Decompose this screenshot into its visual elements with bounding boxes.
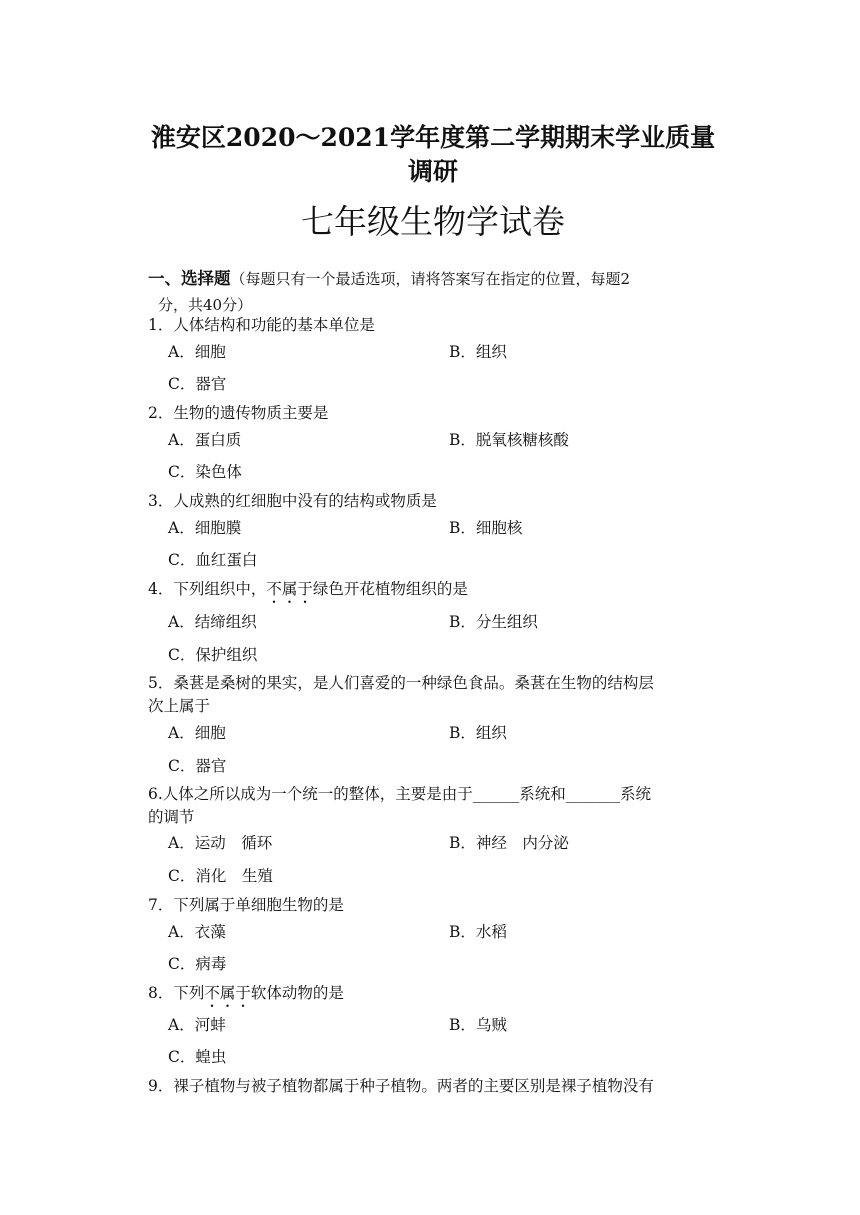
q2-option-b: B．脱氧核糖核酸 (449, 431, 569, 449)
question-2: 2．生物的遗传物质主要是 (148, 404, 329, 422)
section-note: （每题只有一个最适选项，请将答案写在指定的位置，每题2 (230, 270, 631, 288)
q8-option-a: A．河蚌 (168, 1016, 226, 1034)
q4-option-a: A．结缔组织 (168, 613, 257, 631)
q6-option-c: C．消化 生殖 (168, 867, 273, 885)
q8-emphasis: 不属于 (204, 984, 251, 1002)
q3-option-a: A．细胞膜 (168, 519, 242, 537)
q8-option-b: B．乌贼 (449, 1016, 507, 1034)
question-5: 5．桑葚是桑树的果实，是人们喜爱的一种绿色食品。桑葚在生物的结构层 (148, 674, 654, 692)
question-9: 9．裸子植物与被子植物都属于种子植物。两者的主要区别是裸子植物没有 (148, 1077, 654, 1095)
q3-option-b: B．细胞核 (449, 519, 523, 537)
q4-text-pre: 4．下列组织中， (148, 580, 267, 598)
q5-option-c: C．器官 (168, 757, 227, 775)
q5-option-a: A．细胞 (168, 724, 226, 742)
question-4 (148, 576, 720, 607)
question-3: 3．人成熟的红细胞中没有的结构或物质是 (148, 492, 437, 510)
section-heading: 一、选择题 (148, 269, 231, 288)
exam-title-line2: 调研 (407, 157, 458, 186)
question-1: 1．人体结构和功能的基本单位是 (148, 316, 375, 334)
q4-emphasis: 不属于 (266, 580, 313, 598)
q2-option-a: A．蛋白质 (168, 431, 242, 449)
q3-option-c: C．血红蛋白 (168, 551, 258, 569)
q4-text-post: 绿色开花植物组织的是 (312, 580, 468, 598)
exam-title-line1: 淮安区2020～2021学年度第二学期期末学业质量 (150, 123, 716, 152)
q1-option-b: B．组织 (449, 343, 507, 361)
question-6: 6.人体之所以成为一个统一的整体，主要是由于______系统和_______系统 (148, 785, 652, 803)
q6-option-a: A．运动 循环 (168, 834, 273, 852)
section-note-continued: 分，共40分） (158, 296, 253, 314)
q7-option-b: B．水稻 (449, 923, 507, 941)
q2-option-c: C．染色体 (168, 463, 242, 481)
question-7: 7．下列属于单细胞生物的是 (148, 896, 344, 914)
q8-text-post: 软体动物的是 (250, 984, 344, 1002)
q8-text-pre: 8．下列 (148, 984, 205, 1002)
q7-option-c: C．病毒 (168, 955, 227, 973)
question-6-continued: 的调节 (148, 808, 195, 826)
q6-option-b: B．神经 内分泌 (449, 834, 569, 852)
q7-option-a: A．衣藻 (168, 923, 226, 941)
section-header (148, 266, 718, 318)
q8-option-c: C．蝗虫 (168, 1048, 227, 1066)
question-5-continued: 次上属于 (148, 697, 211, 715)
q4-option-c: C．保护组织 (168, 646, 258, 664)
q1-option-a: A．细胞 (168, 343, 226, 361)
question-8 (148, 980, 720, 1011)
q4-option-b: B．分生组织 (449, 613, 538, 631)
q5-option-b: B．组织 (449, 724, 507, 742)
exam-subject-title: 七年级生物学试卷 (301, 202, 565, 241)
q1-option-c: C．器官 (168, 375, 227, 393)
